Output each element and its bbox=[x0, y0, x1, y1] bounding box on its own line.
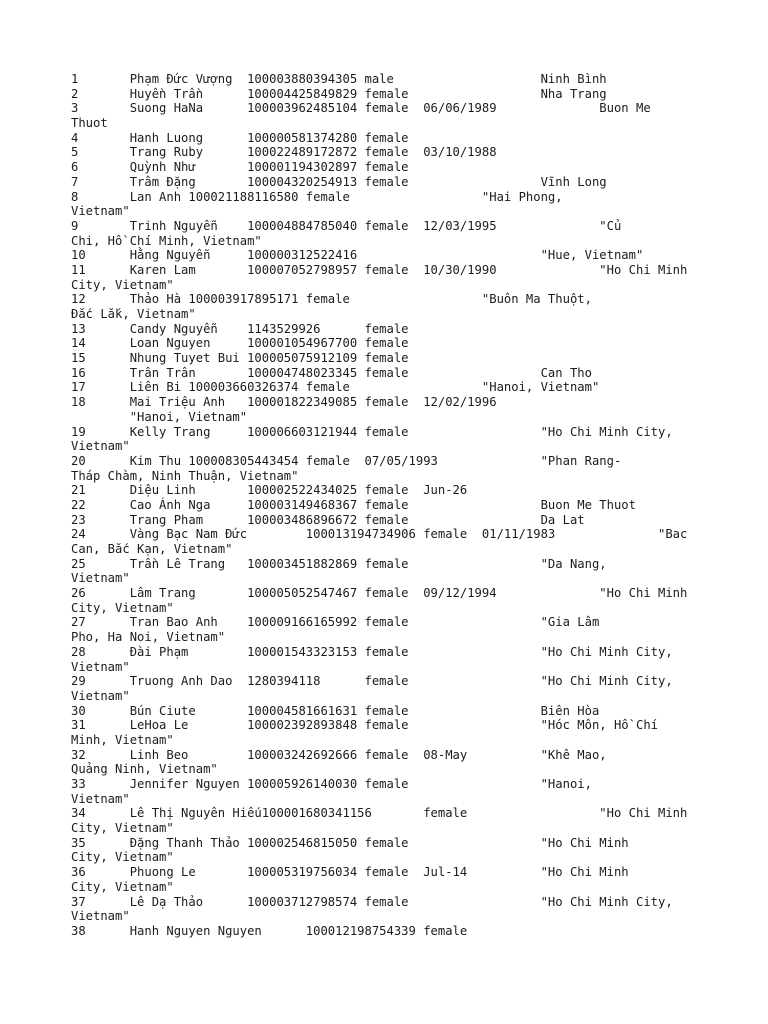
document-line: City, Vietnam" bbox=[71, 277, 174, 292]
document-line: 30 Bún Ciute 100004581661631 female Biên Hòa bbox=[71, 703, 600, 718]
document-line: Quảng Ninh, Vietnam" bbox=[71, 762, 218, 777]
document-line: 1 Phạm Đức Vượng 100003880394305 male Ninh Bình bbox=[71, 72, 607, 86]
document-line: 15 Nhung Tuyet Bui 100005075912109 female bbox=[71, 351, 409, 366]
document-line: Chi, Hồ Chí Minh, Vietnam" bbox=[71, 233, 262, 248]
document-body bbox=[71, 72, 731, 939]
document-line: 28 Đài Phạm 100001543323153 female "Ho Chi Minh City, bbox=[71, 644, 673, 659]
document-line: 13 Candy Nguyễn 1143529926 female bbox=[71, 321, 409, 336]
document-line: Vietnam" bbox=[71, 204, 130, 219]
document-line: 8 Lan Anh 100021188116580 female "Hai Phong, bbox=[71, 189, 563, 204]
document-line: 6 Quỳnh Như 100001194302897 female bbox=[71, 160, 409, 175]
document-line: 32 Linh Beo 100003242692666 female 08-May "Khê Mao, bbox=[71, 747, 607, 762]
document-line: Can, Bắc Kạn, Vietnam" bbox=[71, 542, 233, 556]
document-line: 31 LeHoa Le 100002392893848 female "Hóc Môn, Hồ Chí bbox=[71, 718, 658, 733]
document-line: 33 Jennifer Nguyen 100005926140030 female "Hanoi, bbox=[71, 777, 592, 791]
document-line: 22 Cao Ánh Nga 100003149468367 female Buon Me Thuot bbox=[71, 497, 636, 512]
document-line: Thuot bbox=[71, 116, 108, 131]
document-line: 38 Hanh Nguyen Nguyen 100012198754339 female bbox=[71, 923, 468, 938]
document-line: City, Vietnam" bbox=[71, 821, 174, 836]
document-line: Minh, Vietnam" bbox=[71, 732, 174, 747]
document-line: Vietnam" bbox=[71, 791, 130, 806]
document-line: Vietnam" bbox=[71, 659, 130, 674]
document-line: 11 Karen Lam 100007052798957 female 10/30/1990 "Ho Chi Minh bbox=[71, 262, 688, 277]
document-line: Tháp Chàm, Ninh Thuận, Vietnam" bbox=[71, 468, 299, 483]
document-line: 34 Lê Thị Nguyên Hiếu100001680341156 female "Ho Chi Minh bbox=[71, 806, 688, 821]
document-line: 27 Tran Bao Anh 100009166165992 female "Gia Lâm bbox=[71, 615, 600, 630]
document-line: Đắc Lắk, Vietnam" bbox=[71, 307, 196, 321]
document-line: 21 Diệu Linh 100002522434025 female Jun-26 bbox=[71, 483, 468, 498]
document-line: 19 Kelly Trang 100006603121944 female "Ho Chi Minh City, bbox=[71, 424, 673, 439]
document-line: 29 Truong Anh Dao 1280394118 female "Ho Chi Minh City, bbox=[71, 674, 673, 689]
document-line: 4 Hanh Luong 100000581374280 female bbox=[71, 130, 409, 145]
document-line: Vietnam" bbox=[71, 439, 130, 454]
document-line: Vietnam" bbox=[71, 571, 130, 586]
document-line: City, Vietnam" bbox=[71, 879, 174, 894]
document-line: 9 Trinh Nguyễn 100004884785040 female 12/03/1995 "Củ bbox=[71, 218, 622, 233]
document-line: 35 Đặng Thanh Thảo 100002546815050 female "Ho Chi Minh bbox=[71, 835, 629, 850]
document-line: 14 Loan Nguyen 100001054967700 female bbox=[71, 336, 409, 351]
document-line: 18 Mai Triệu Anh 100001822349085 female 12/02/1996 bbox=[71, 395, 497, 410]
document-line: 37 Lê Dạ Thảo 100003712798574 female "Ho Chi Minh City, bbox=[71, 894, 673, 909]
document-line: 16 Trân Trân 100004748023345 female Can Tho bbox=[71, 365, 592, 380]
document-line: 2 Huyền Trần 100004425849829 female Nha Trang bbox=[71, 86, 607, 101]
document-line: Pho, Ha Noi, Vietnam" bbox=[71, 630, 226, 645]
document-line: City, Vietnam" bbox=[71, 850, 174, 865]
document-line: 24 Vàng Bạc Nam Đức 100013194734906 female 01/11/1983 "Bac bbox=[71, 527, 688, 542]
document-line: 5 Trang Ruby 100022489172872 female 03/10/1988 bbox=[71, 145, 497, 160]
document-line: 20 Kim Thu 100008305443454 female 07/05/1993 "Phan Rang- bbox=[71, 453, 622, 468]
document-line: Vietnam" bbox=[71, 688, 130, 703]
document-line: 10 Hằng Nguyễn 100000312522416 "Hue, Vietnam" bbox=[71, 248, 644, 263]
document-line: 36 Phuong Le 100005319756034 female Jul-14 "Ho Chi Minh bbox=[71, 865, 629, 880]
document-line: "Hanoi, Vietnam" bbox=[71, 409, 248, 424]
document-line: City, Vietnam" bbox=[71, 600, 174, 615]
document-line: 3 Suong HaNa 100003962485104 female 06/06/1989 Buon Me bbox=[71, 101, 651, 116]
document-line: 12 Thảo Hà 100003917895171 female "Buôn Ma Thuột, bbox=[71, 292, 592, 307]
document-line: 7 Trâm Đặng 100004320254913 female Vĩnh Long bbox=[71, 174, 607, 189]
document-line: 17 Liên Bi 100003660326374 female "Hanoi, Vietnam" bbox=[71, 380, 600, 395]
document-line: 26 Lâm Trang 100005052547467 female 09/12/1994 "Ho Chi Minh bbox=[71, 586, 688, 601]
document-line: 25 Trần Lê Trang 100003451882869 female "Da Nang, bbox=[71, 556, 607, 571]
document-line: Vietnam" bbox=[71, 909, 130, 924]
document-line: 23 Trang Pham 100003486896672 female Da Lat bbox=[71, 512, 585, 527]
